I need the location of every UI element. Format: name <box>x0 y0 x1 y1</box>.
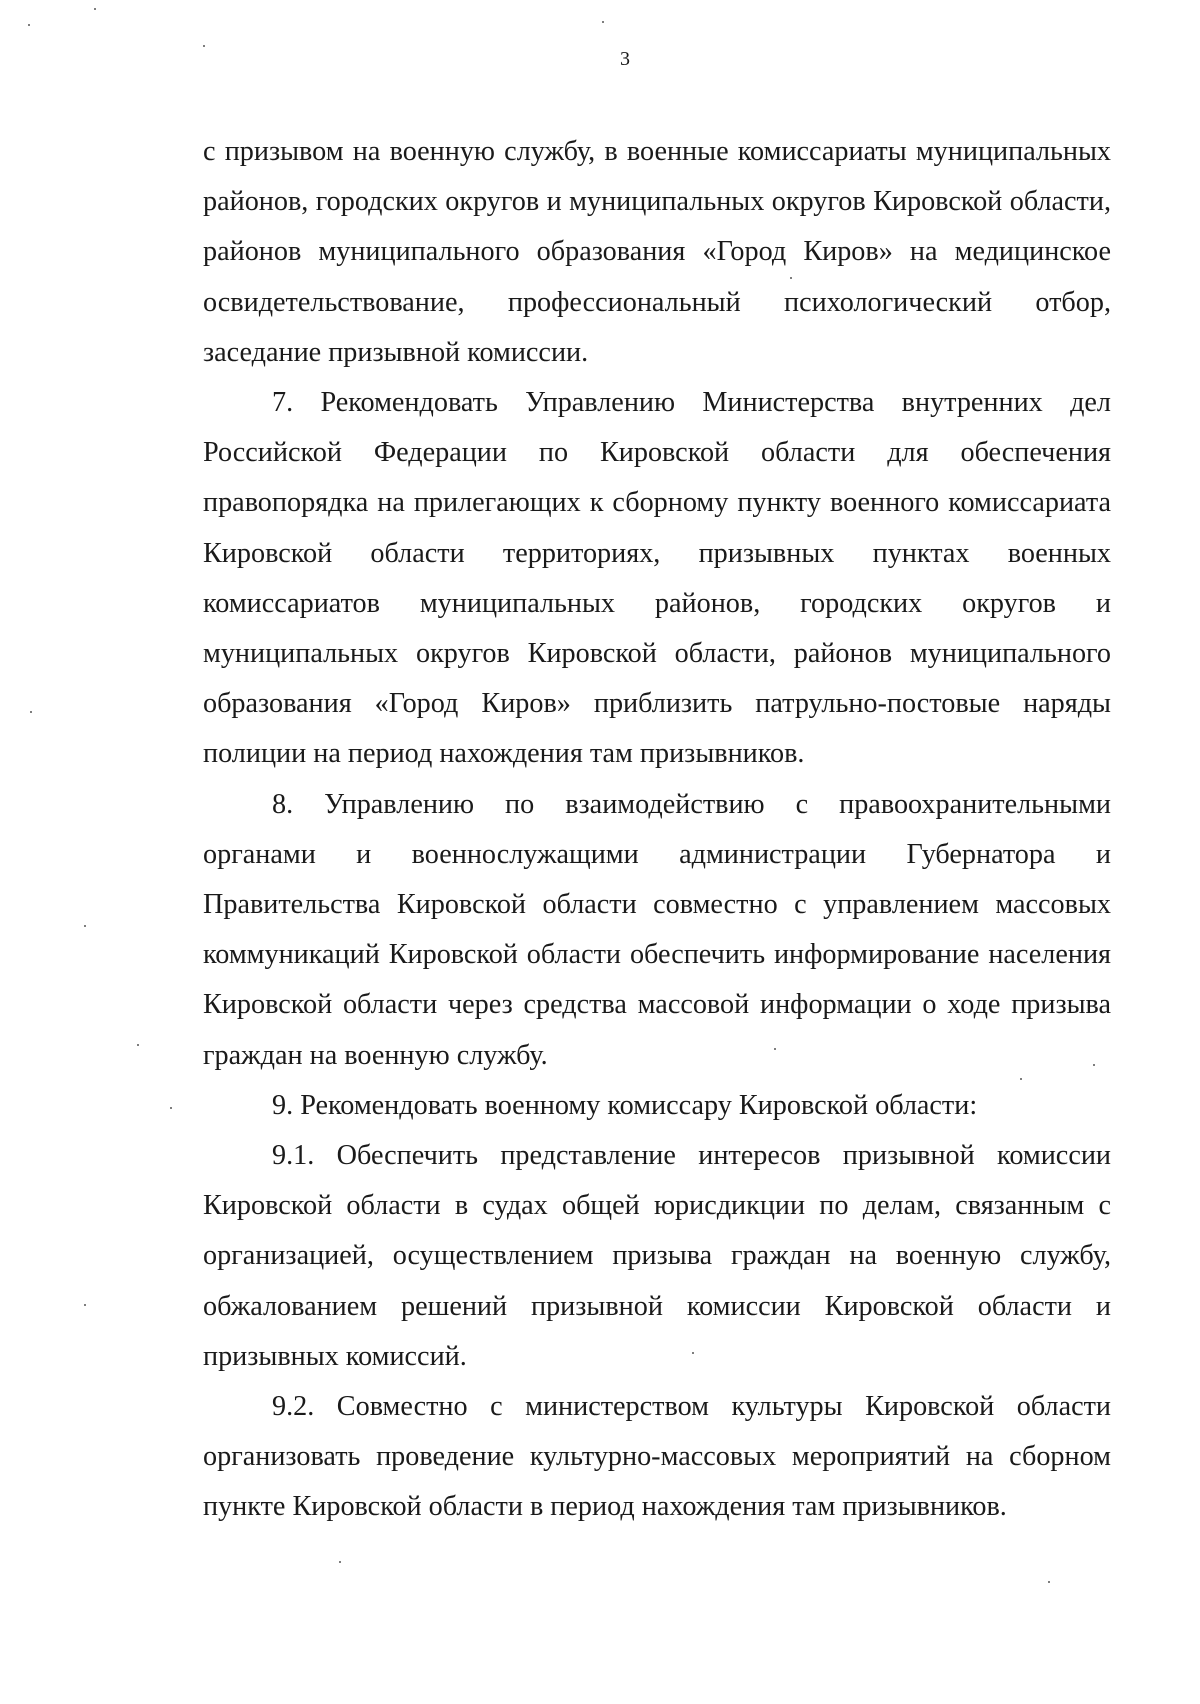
paragraph-item-8: 8. Управлению по взаимодействию с правоохранительными органами и военнослужащими администрации Губернатора и Правительства Кировской области совместно с управлением массовых коммуникаций Кировской области обеспечить информирование населения Кировской области через средства массовой информации о ходе призыва граждан на военную службу. <box>203 788 1111 1071</box>
document-body <box>203 127 1111 1533</box>
paragraph-item-9: 9. Рекомендовать военному комиссару Кировской области: <box>272 1089 978 1121</box>
scan-speck <box>84 1304 86 1306</box>
scan-speck <box>774 1048 776 1050</box>
scan-speck <box>692 1352 694 1354</box>
scan-speck <box>84 925 86 927</box>
scan-speck <box>1020 1078 1022 1080</box>
scan-speck <box>30 711 32 713</box>
scan-speck <box>790 277 792 279</box>
paragraph-continuation: с призывом на военную службу, в военные комиссариаты муниципальных районов, городских округов и муниципальных округов Кировской области, районов муниципального образования «Город Киров» на медицинское освидетельствование, профессиональный психологический отбор, заседание призывной комиссии. <box>203 136 1111 368</box>
scan-speck <box>602 21 604 23</box>
paragraph-item-9-2: 9.2. Совместно с министерством культуры Кировской области организовать проведение культурно-массовых мероприятий на сборном пункте Кировской области в период нахождения там призывников. <box>203 1391 1111 1523</box>
paragraph-item-9-1: 9.1. Обеспечить представление интересов призывной комиссии Кировской области в судах общей юрисдикции по делам, связанным с организацией, осуществлением призыва граждан на военную службу, обжалованием решений призывной комиссии Кировской области и призывных комиссий. <box>203 1140 1111 1372</box>
scan-speck <box>137 1044 139 1046</box>
scan-speck <box>94 8 96 10</box>
scan-speck <box>28 24 30 26</box>
scan-speck <box>203 45 205 47</box>
page-number: 3 <box>620 48 630 70</box>
scan-speck <box>339 1561 341 1563</box>
scan-speck <box>1048 1581 1050 1583</box>
paragraph-item-7: 7. Рекомендовать Управлению Министерства внутренних дел Российской Федерации по Кировской области для обеспечения правопорядка на прилегающих к сборному пункту военного комиссариата Кировской области территориях, призывных пунктах военных комиссариатов муниципальных районов, городских округов и муниципальных округов Кировской области, районов муниципального образования «Город Киров» приблизить патрульно-постовые наряды полиции на период нахождения там призывников. <box>203 387 1111 770</box>
scan-speck <box>1093 1064 1095 1066</box>
scan-speck <box>170 1107 172 1109</box>
